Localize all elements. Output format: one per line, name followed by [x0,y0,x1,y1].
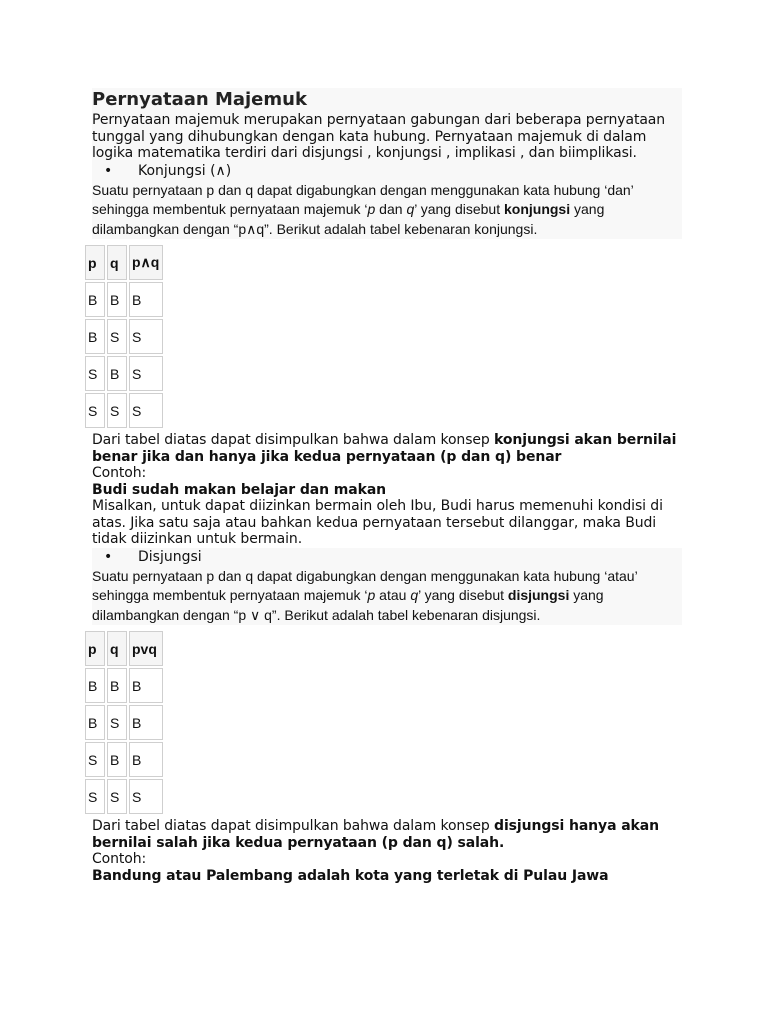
table-cell: B [129,668,163,703]
desc-text: Suatu pernyataan p dan q dapat digabungkan dengan menggunakan kata hubung ‘dan’ sehingga membentuk pernyataan majemuk ‘ [92,181,634,217]
table-cell: B [107,282,127,317]
table-cell: S [129,356,163,391]
table-cell: B [107,742,127,777]
table-cell: S [85,393,105,428]
table-row [85,705,163,740]
table-cell: B [85,668,105,703]
desc-text: ’ yang disebut [418,587,508,603]
table-cell: S [85,356,105,391]
disjungsi-heading: Disjungsi [138,548,202,565]
table-cell: B [129,705,163,740]
table-cell: B [107,668,127,703]
table-cell: S [129,779,163,814]
konjungsi-description [92,181,682,240]
desc-text: dan [375,201,407,217]
desc-text: Suatu pernyataan p dan q dapat digabungkan dengan menggunakan kata hubung ‘atau’ sehingga membentuk pernyataan majemuk ‘ [92,567,638,603]
konjungsi-heading: Konjungsi (∧) [138,162,232,179]
table-cell: S [129,319,163,354]
disjungsi-truth-table [83,629,165,816]
table-header-row [85,631,163,666]
contoh-label: Contoh: [92,851,147,867]
table-cell: B [85,319,105,354]
contoh-label: Contoh: [92,465,147,481]
bullet-disjungsi [92,548,682,567]
header-cell: q [107,245,127,280]
table-row [85,282,163,317]
header-cell: q [107,631,127,666]
conclusion-text: Dari tabel diatas dapat disimpulkan bahwa dalam konsep [92,818,495,834]
header-cell: p [85,245,105,280]
table-cell: S [107,393,127,428]
desc-text: atau [375,587,411,603]
table-cell: B [107,356,127,391]
desc-text: yang dilambangkan dengan “p ∨ q”. Berikut adalah tabel kebenaran disjungsi. [92,587,604,623]
conclusion-bold: disjungsi hanya akan bernilai salah jika kedua pernyataan (p dan q) salah. [92,818,659,851]
header-cell: p [85,631,105,666]
table-cell: S [85,742,105,777]
desc-italic-q: q [406,201,415,217]
conclusion-text: Dari tabel diatas dapat disimpulkan bahwa dalam konsep [92,432,495,448]
table-cell: S [107,705,127,740]
bullet-dot: • [104,162,113,179]
intro-paragraph: Pernyataan majemuk merupakan pernyataan gabungan dari beberapa pernyataan tunggal yang dihubungkan dengan kata hubung. Pernyataan majemuk di dalam logika matematika terdiri dari disjungsi , konjungsi , implikasi , dan biimplikasi. [92,112,666,161]
table-cell: S [107,779,127,814]
table-row [85,742,163,777]
konjungsi-example-explanation: Misalkan, untuk dapat diizinkan bermain oleh Ibu, Budi harus memenuhi kondisi di atas. Jika satu saja atau bahkan kedua pernyataan tersebut dilanggar, maka Budi tidak diizinkan untuk bermain. [92,498,663,547]
conclusion-bold: konjungsi akan bernilai benar jika dan hanya jika kedua pernyataan (p dan q) benar [92,432,677,465]
desc-italic-p: p [367,587,376,603]
disjungsi-conclusion [92,818,682,851]
disjungsi-example: Bandung atau Palembang adalah kota yang terletak di Pulau Jawa [92,867,609,884]
table-cell: B [85,705,105,740]
disjungsi-description [92,567,682,626]
page-title: Pernyataan Majemuk [92,89,307,110]
table-row [85,393,163,428]
table-cell: B [85,282,105,317]
table-row [85,319,163,354]
header-cell: pvq [129,631,163,666]
desc-term-konjungsi: konjungsi [504,201,571,217]
konjungsi-truth-table [83,243,165,430]
desc-italic-q: q [410,587,419,603]
konjungsi-conclusion [92,432,682,465]
table-header-row [85,245,163,280]
table-cell: B [129,282,163,317]
header-cell: p∧q [129,245,163,280]
table-row [85,668,163,703]
desc-italic-p: p [367,201,376,217]
table-row [85,779,163,814]
desc-text: ’ yang disebut [414,201,504,217]
konjungsi-example: Budi sudah makan belajar dan makan [92,481,387,498]
desc-text: yang dilambangkan dengan “p∧q”. Berikut adalah tabel kebenaran konjungsi. [92,201,605,237]
table-cell: S [129,393,163,428]
bullet-dot: • [104,548,113,565]
table-row [85,356,163,391]
table-cell: B [129,742,163,777]
table-cell: S [85,779,105,814]
intro-block [92,88,682,162]
bullet-konjungsi [92,162,682,181]
table-cell: S [107,319,127,354]
desc-term-disjungsi: disjungsi [507,587,570,603]
document-page [88,88,682,884]
